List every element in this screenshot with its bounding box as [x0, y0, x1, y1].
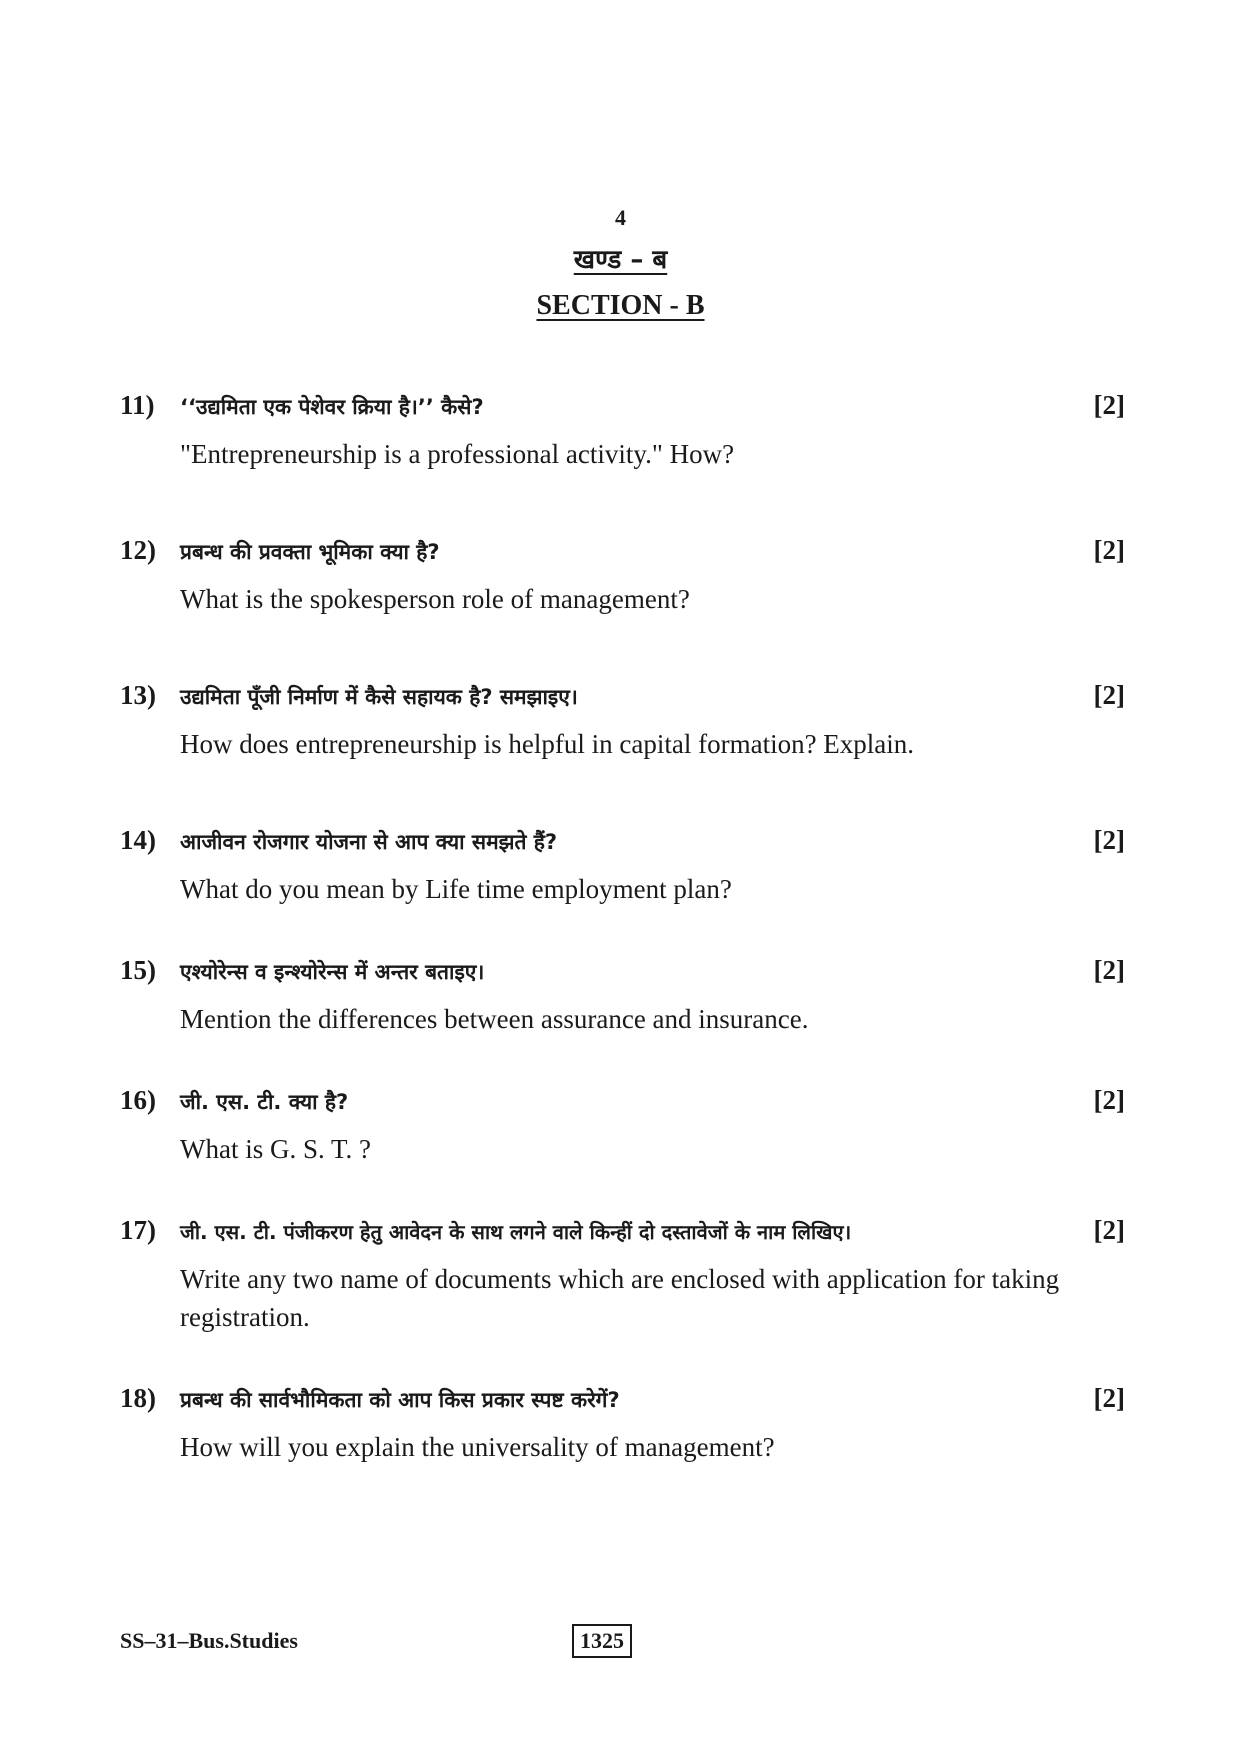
- question-marks: [2]: [1093, 955, 1125, 985]
- question-number: 15): [120, 955, 156, 985]
- question-text-english: Write any two name of documents which are enclosed with application for taking registration.: [180, 1264, 1060, 1332]
- question-number: 12): [120, 535, 156, 565]
- question-text-english: What do you mean by Life time employment plan?: [180, 874, 732, 904]
- question-text-hindi: प्रबन्ध की सार्वभौमिकता को आप किस प्रकार स्पष्ट करेगें?: [180, 1388, 620, 1412]
- question-text-english: How will you explain the universality of management?: [180, 1432, 775, 1462]
- question-marks: [2]: [1093, 1085, 1125, 1115]
- question-number: 11): [120, 390, 155, 420]
- question-marks: [2]: [1093, 1215, 1125, 1245]
- question-marks: [2]: [1093, 535, 1125, 565]
- question-text-hindi: आजीवन रोजगार योजना से आप क्या समझते हैं?: [180, 830, 558, 854]
- question-text-hindi: ‘‘उद्यमिता एक पेशेवर क्रिया है।’’ कैसे?: [180, 395, 484, 419]
- question-marks: [2]: [1093, 390, 1125, 420]
- question-number: 13): [120, 680, 156, 710]
- question-number: 17): [120, 1215, 156, 1245]
- footer-paper-number: 1325: [572, 1624, 632, 1658]
- question-text-hindi: उद्यमिता पूँजी निर्माण में कैसे सहायक है? समझाइए।: [180, 685, 578, 709]
- question-text-hindi: प्रबन्ध की प्रवक्ता भूमिका क्या है?: [180, 540, 440, 564]
- question-marks: [2]: [1093, 825, 1125, 855]
- question-number: 16): [120, 1085, 156, 1115]
- question-text-hindi: एश्योरेन्स व इन्श्योरेन्स में अन्तर बताइए।: [180, 960, 485, 984]
- question-text-english: What is G. S. T. ?: [180, 1134, 371, 1164]
- question-text-english: What is the spokesperson role of management?: [180, 584, 690, 614]
- section-heading-english: SECTION - B: [536, 290, 705, 321]
- question-text-english: Mention the differences between assurance and insurance.: [180, 1004, 809, 1034]
- question-marks: [2]: [1093, 1383, 1125, 1413]
- question-number: 18): [120, 1383, 156, 1413]
- question-text-hindi: जी. एस. टी. क्या है?: [180, 1090, 349, 1114]
- section-heading-hindi: खण्ड – ब: [573, 245, 668, 275]
- question-text-english: How does entrepreneurship is helpful in capital formation? Explain.: [180, 729, 915, 759]
- question-text-hindi: जी. एस. टी. पंजीकरण हेतु आवेदन के साथ लगने वाले किन्हीं दो दस्तावेजों के नाम लिखिए।: [180, 1220, 852, 1244]
- question-marks: [2]: [1093, 680, 1125, 710]
- question-text-english: "Entrepreneurship is a professional activity." How?: [180, 439, 735, 469]
- question-number: 14): [120, 825, 156, 855]
- footer-subject-code: SS–31–Bus.Studies: [120, 1628, 298, 1653]
- page-number: 4: [615, 205, 626, 230]
